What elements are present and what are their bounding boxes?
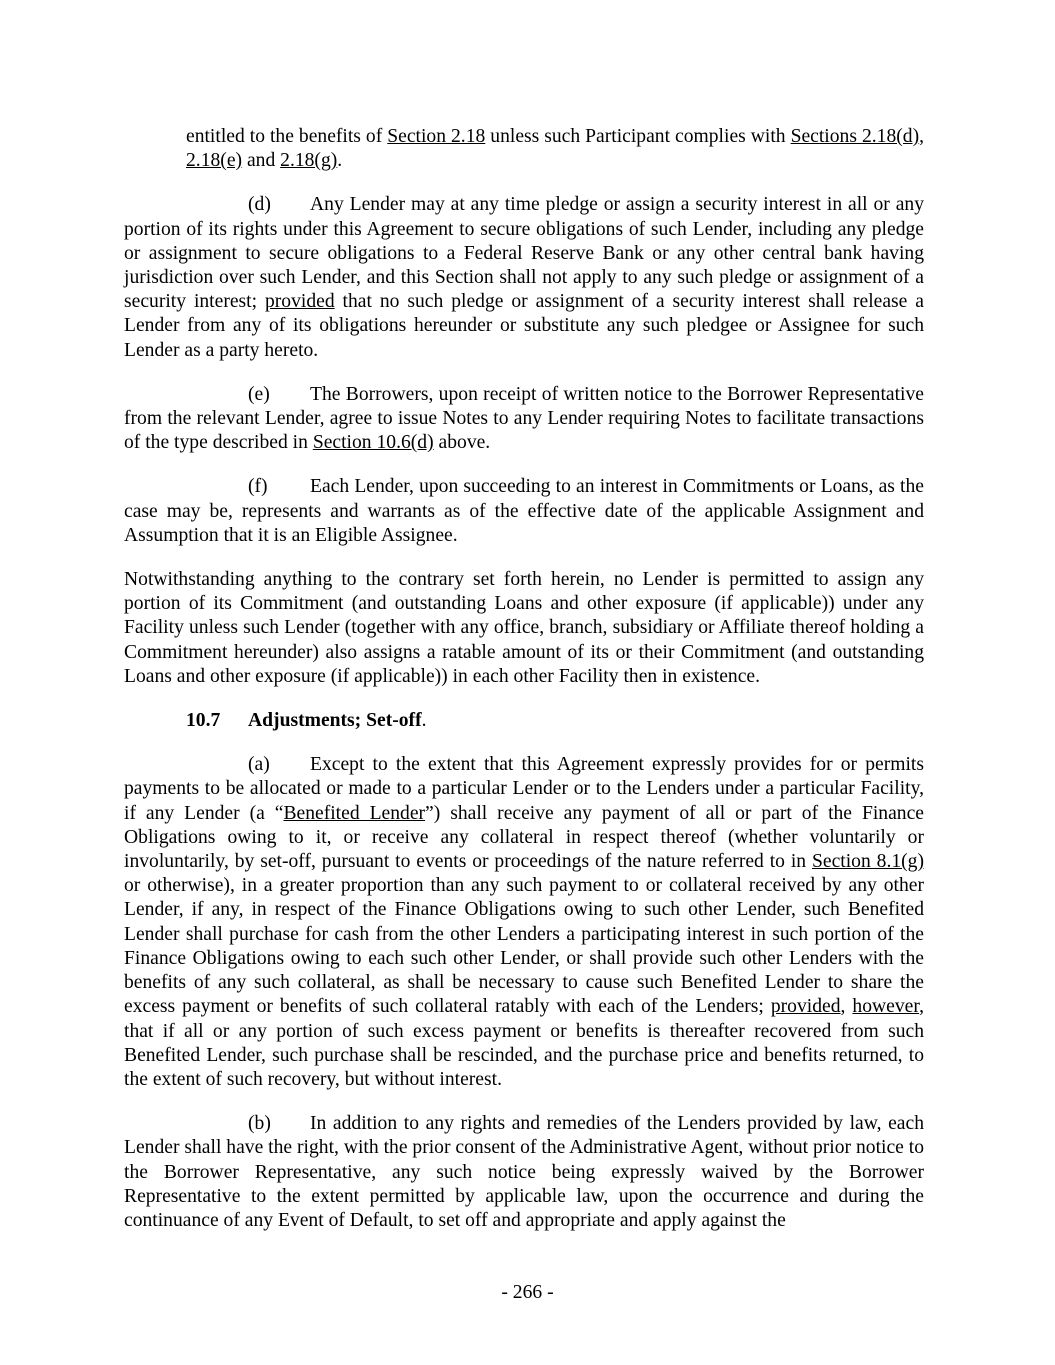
section-reference: Sections 2.18(d) [790,126,920,147]
section-number: 10.7 [186,710,221,732]
paragraph-label: (f) [248,476,268,498]
section-reference: 2.18(e) [186,150,243,172]
paragraph-c-continuation: entitled to the benefits of Section 2.18 unless such Participant complies with Sections 2.18(d), 2.18(e) and 2.18(g). [186,126,925,172]
section-reference: Section 8.1(g) [812,851,924,873]
paragraph-a: (a) Except to the extent that this Agreement expressly provides for or permits payments to be allocated or made to a particular Lender or to the Lenders under a particular Facility, if any Lender (a “Benefited Lender”) shall receive any payment of all or part of the Finance Obligations owing to it, or receive any collateral in respect thereof (whether voluntarily or involuntarily, by set-off, pursuant to events or proceedings of the nature referred to in Section 8.1(g) or otherwise), in a greater proportion than any such payment to or collateral received by any other Lender, if any, in respect of the Finance Obligations owing to such other Lender, such Benefited Lender shall purchase for cash from the other Lenders a participating interest in such portion of the Finance Obligations owing to each such other Lender, or shall provide such other Lenders with the benefits of any such collateral, as shall be necessary to cause such Benefited Lender to share the excess payment or benefits of such collateral ratably with each of the Lenders; provided, however, that if all or any portion of such excess payment or benefits is thereafter recovered from such Benefited Lender, such purchase shall be rescinded, and the purchase price and benefits returned, to the extent of such recovery, but without interest. [124,754,924,1090]
underlined-term: provided [770,996,841,1018]
paragraph-f: (f) Each Lender, upon succeeding to an interest in Commitments or Loans, as the case may be, represents and warrants as of the effective date of the applicable Assignment and Assumption that it is an Eligible Assignee. [124,476,924,546]
section-reference: 2.18(g) [280,150,338,172]
section-heading: 10.7 Adjustments; Set-off. [186,709,924,733]
section-title: Adjustments; Set-off [248,710,422,732]
paragraph-b: (b) In addition to any rights and remedies of the Lenders provided by law, each Lender shall have the right, with the prior consent of the Administrative Agent, without prior notice to the Borrower Representative, any such notice being expressly waived by the Borrower Representative to the extent permitted by applicable law, upon the occurrence and during the continuance of any Event of Default, to set off and appropriate and apply against the [124,1113,924,1231]
paragraph-label: (e) [248,383,270,405]
paragraph-label: (b) [248,1113,271,1135]
defined-term: Benefited Lender [283,802,426,824]
underlined-term: provided [264,291,335,313]
underlined-term: however [852,996,920,1018]
paragraph-label: (d) [248,194,271,216]
page-number: - 266 - [501,1282,554,1303]
section-reference: Section 10.6(d) [312,432,434,454]
paragraph-label: (a) [248,754,270,776]
document-page [124,125,924,1233]
paragraph-e: (e) The Borrowers, upon receipt of written notice to the Borrower Representative from the relevant Lender, agree to issue Notes to any Lender requiring Notes to facilitate transactions of the type described in Section 10.6(d) above. [124,383,924,454]
paragraph-notwithstanding: Notwithstanding anything to the contrary set forth herein, no Lender is permitted to assign any portion of its Commitment (and outstanding Loans and other exposure (if applicable)) under any Facility unless such Lender (together with any office, branch, subsidiary or Affiliate thereof holding a Commitment hereunder) also assigns a ratable amount of its or their Commitment (and outstanding Loans and other exposure (if applicable)) in each other Facility then in existence. [124,569,924,687]
section-reference: Section 2.18 [387,126,486,147]
paragraph-d: (d) Any Lender may at any time pledge or assign a security interest in all or any portion of its rights under this Agreement to secure obligations of such Lender, including any pledge or assignment to secure obligations to a Federal Reserve Bank or any other central bank having jurisdiction over such Lender, and this Section shall not apply to any such pledge or assignment of a security interest; provided that no such pledge or assignment of a security interest shall release a Lender from any of its obligations hereunder or substitute any such pledgee or Assignee for such Lender as a party hereto. [124,194,924,361]
